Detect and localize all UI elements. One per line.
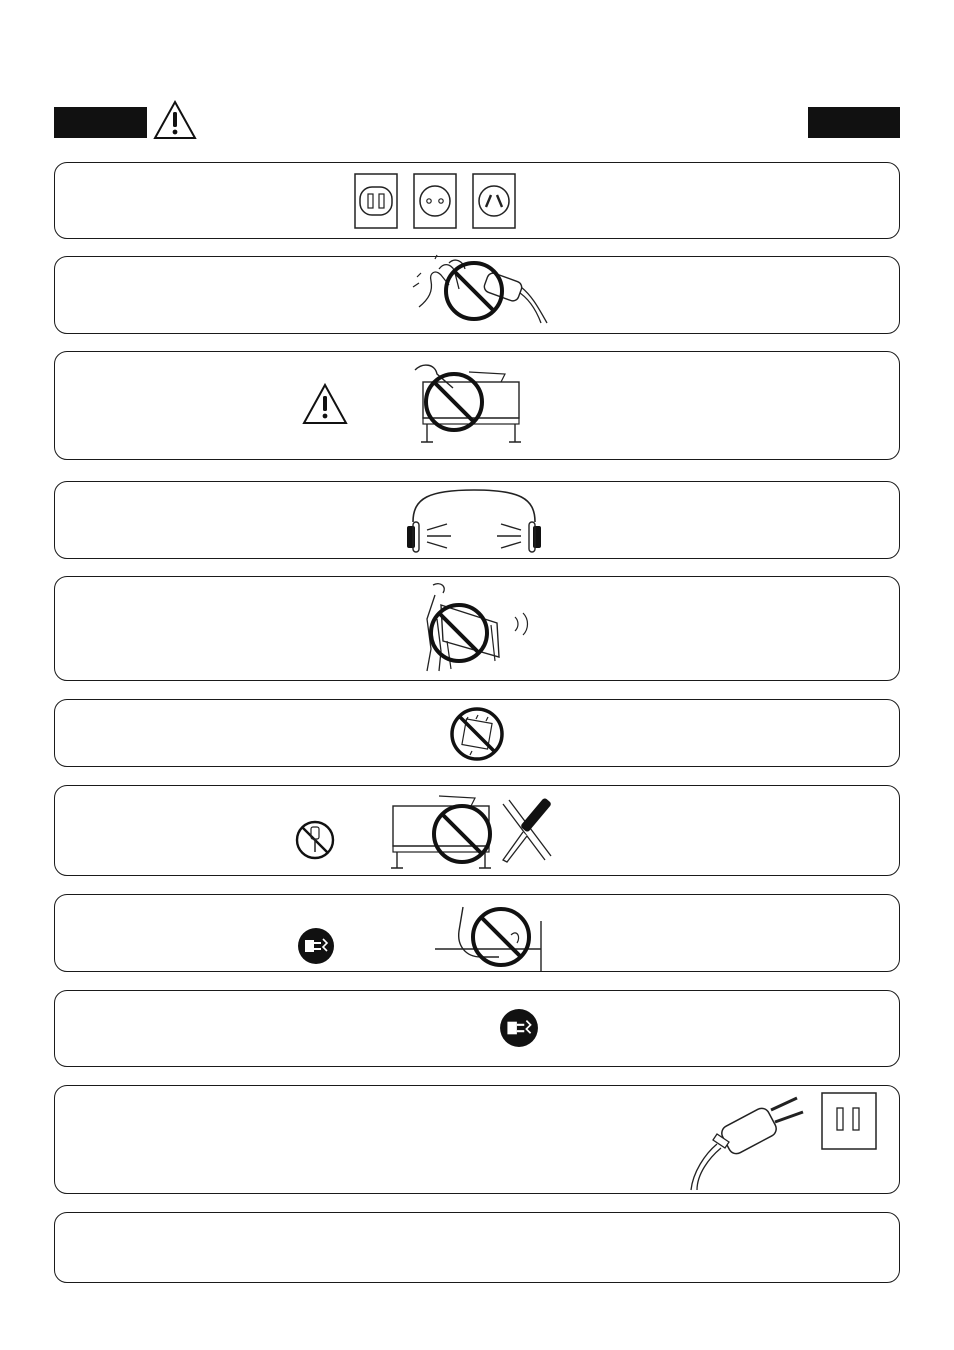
outlet-angled-icon (472, 173, 516, 229)
outlet-two-flat-icon (354, 173, 398, 229)
panel-outlet-types (54, 162, 900, 239)
panel-disassemble (54, 785, 900, 876)
wet-hand-plug-prohibited-icon (409, 251, 555, 331)
polarized-plug-icon (685, 1088, 815, 1192)
no-foot-on-cord-icon (433, 901, 551, 971)
tools-icon (495, 794, 563, 866)
panel-unplug-pedal (54, 894, 900, 972)
panel-note (54, 1212, 900, 1283)
no-leaning-piano-icon (409, 360, 529, 450)
headphones-icon (399, 486, 549, 556)
no-modify-piano-icon (389, 792, 499, 872)
panel-lean-on-piano (54, 351, 900, 460)
panel-wet-hands (54, 256, 900, 334)
header-tab-right (808, 107, 900, 138)
panel-unplug-when-unused (54, 990, 900, 1067)
header-tab-left (54, 107, 147, 138)
no-tilting-piano-icon (411, 579, 541, 679)
no-disassemble-icon (295, 820, 335, 860)
unplug-icon (499, 1008, 539, 1048)
warning-triangle-icon (152, 99, 198, 141)
unplug-icon (297, 927, 335, 965)
panel-polarized-plug (54, 1085, 900, 1194)
no-water-icon (448, 705, 506, 763)
wall-outlet-icon (821, 1092, 877, 1150)
panel-water-exposure (54, 699, 900, 767)
panel-carry-piano (54, 576, 900, 681)
caution-triangle-icon (301, 382, 349, 426)
panel-headphones-volume (54, 481, 900, 559)
outlet-two-round-icon (413, 173, 457, 229)
